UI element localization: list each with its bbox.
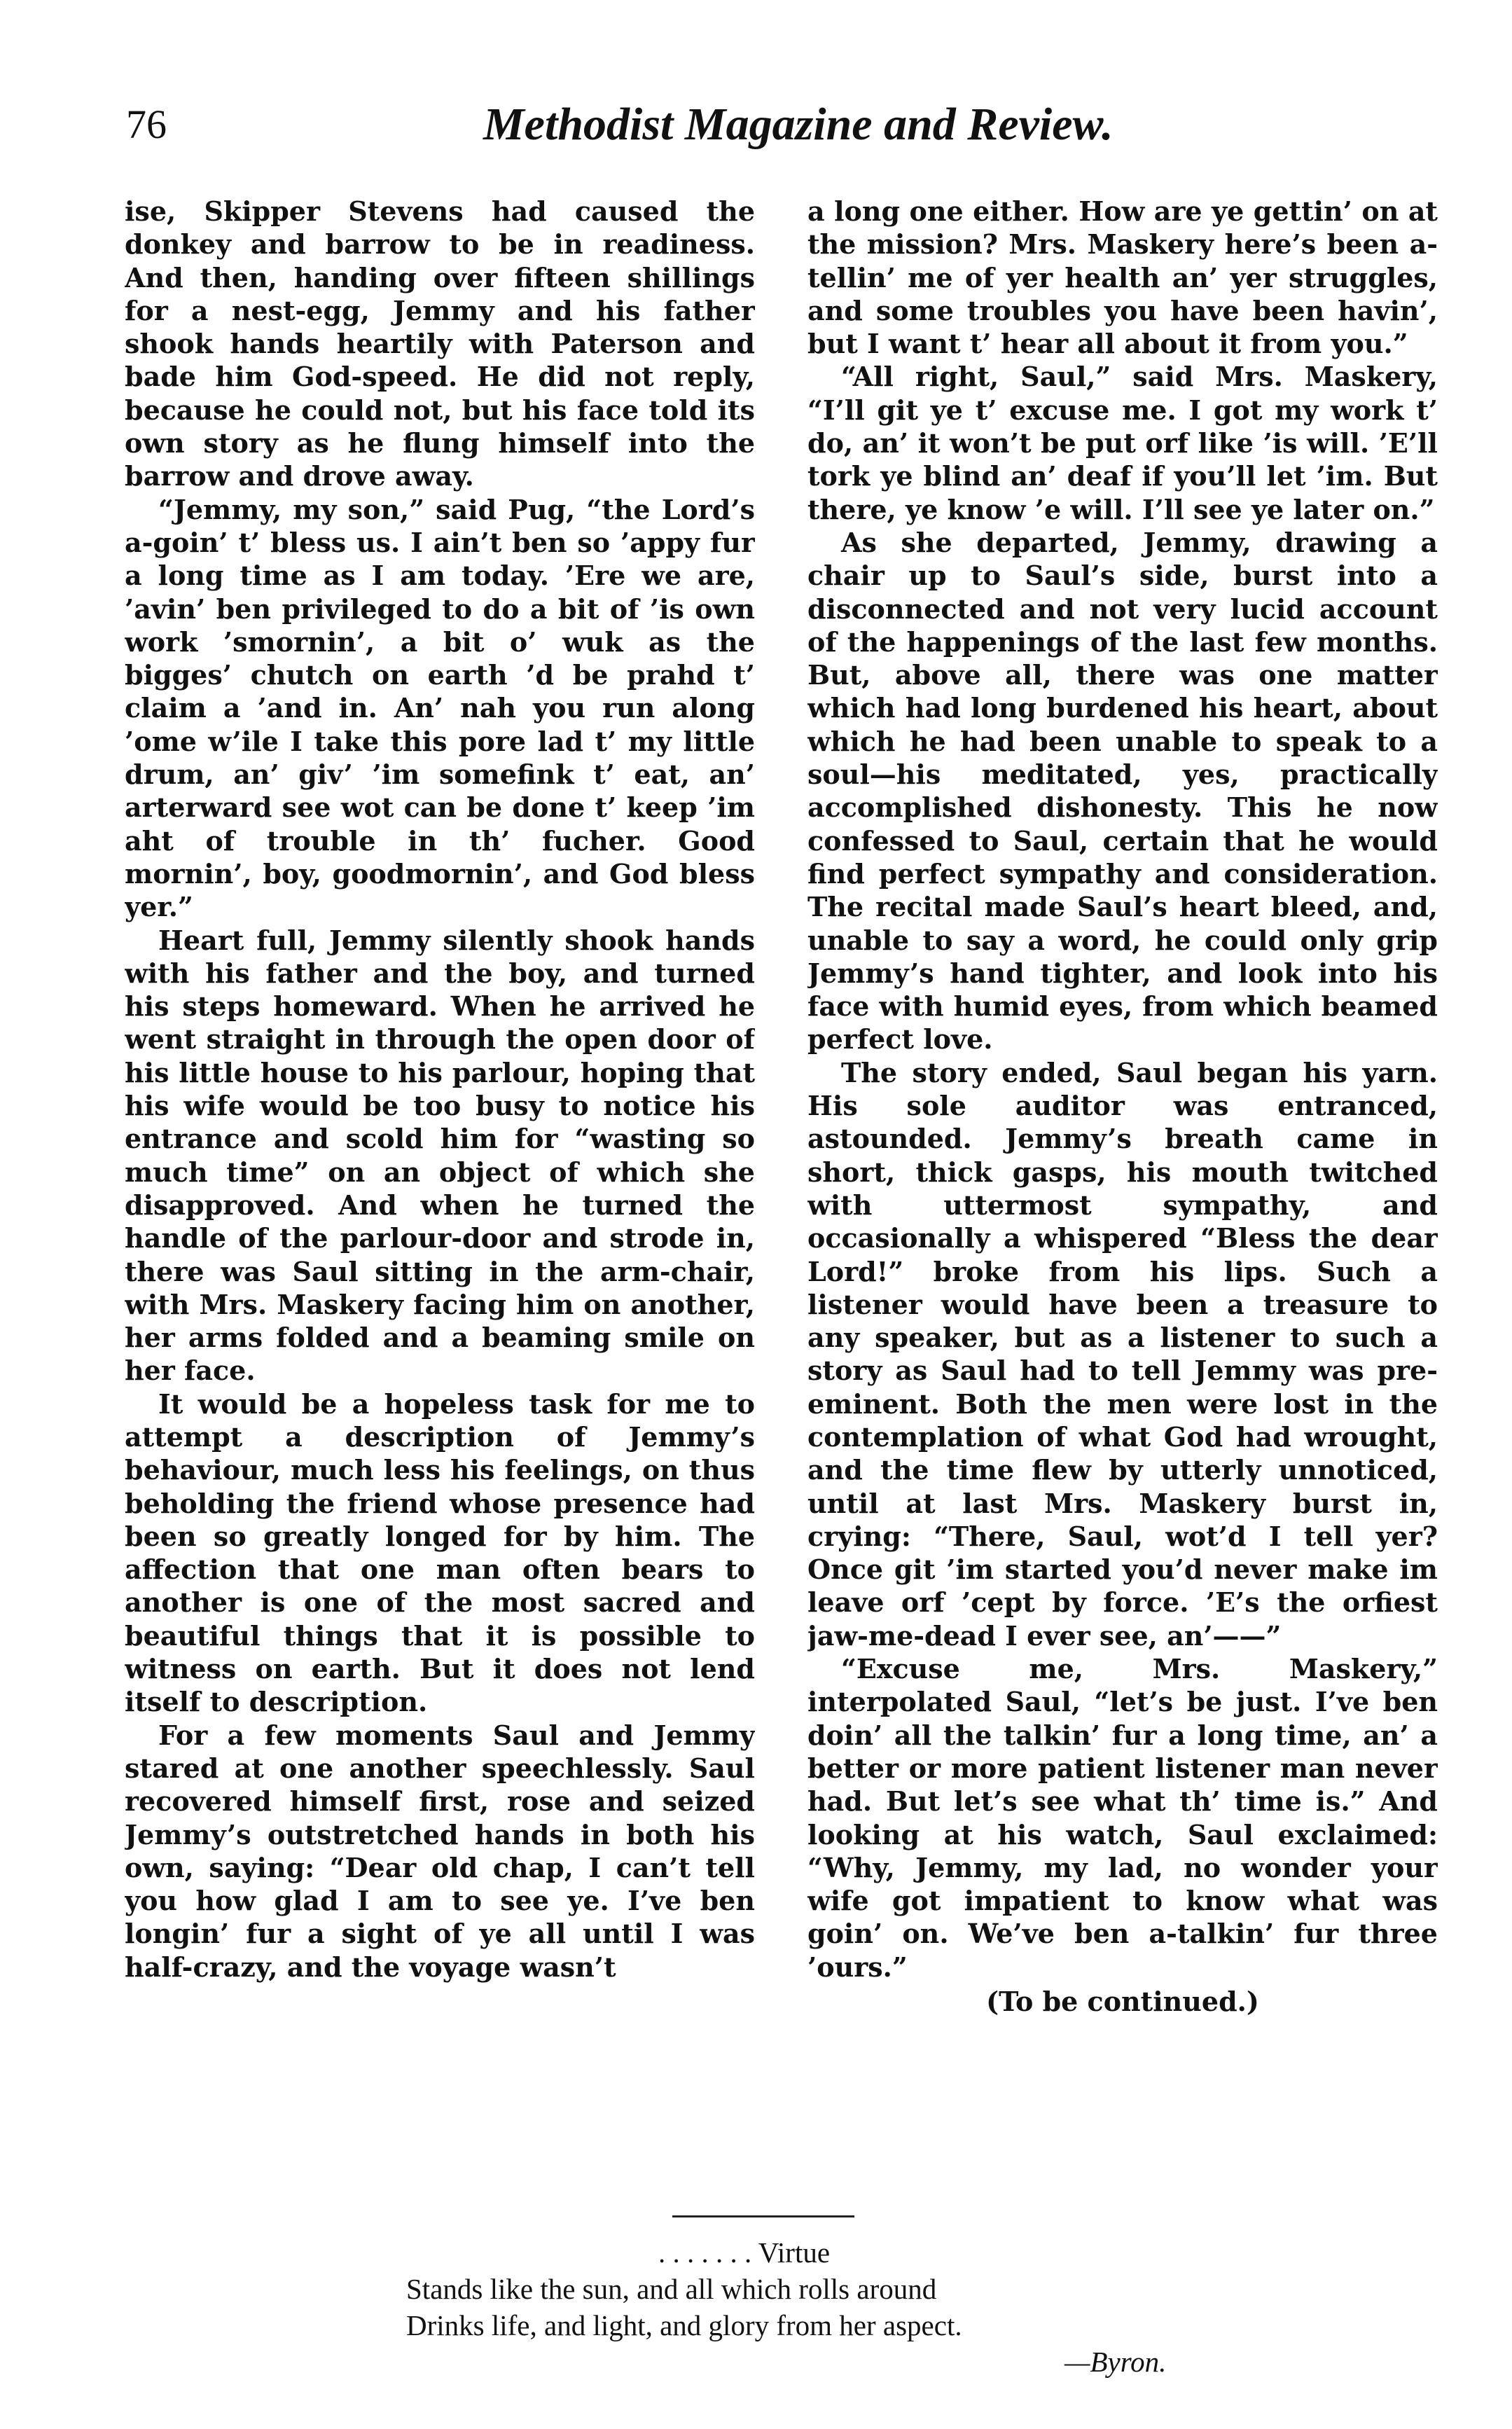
closing-epigraph	[392, 2234, 1219, 2380]
epigraph-line: . . . . . . . Virtue	[658, 2236, 831, 2269]
section-divider	[672, 2215, 854, 2217]
to-be-continued-note: (To be continued.)	[986, 1986, 1259, 2018]
page-number: 76	[126, 102, 167, 147]
right-column	[807, 195, 1438, 2198]
epigraph-line: Drinks life, and light, and glory from her aspect.	[406, 2309, 962, 2341]
paragraph: It would be a hopeless task for me to attempt a description of Jemmy’s behaviour, much less his feelings, on thus beholding the friend whose presence had been so greatly longed for by him. The affection that one man often bears to another is one of the most sacred and beautiful things that it is possible to witness on earth. But it does not lend itself to description.	[125, 1387, 755, 1718]
paragraph: For a few moments Saul and Jemmy stared at one another speechlessly. Saul recovered himself first, rose and seized Jemmy’s outstretched hands in both his own, saying: “Dear old chap, I can’t tell you how glad I am to see ye. I’ve ben longin’ fur a sight of ye all until I was half-crazy, and the voyage wasn’t	[125, 1719, 755, 1983]
epigraph-line: Stands like the sun, and all which rolls around	[406, 2273, 937, 2305]
running-title: Methodist Magazine and Review.	[483, 99, 1114, 150]
page-header	[0, 97, 1512, 160]
paragraph: “Jemmy, my son,” said Pug, “the Lord’s a-goin’ t’ bless us. I ain’t ben so ’appy fur a long time as I am today. ’Ere we are, ’avin’ ben privileged to do a bit of ’is own work ’smornin’, a bit o’ wuk as the bigges’ chutch on earth ’d be prahd t’ claim a ’and in. An’ nah you run along ’ome w’ile I take this pore lad t’ my little drum, an’ giv’ ’im somefink t’ eat, an’ arterward see wot can be done t’ keep ’im aht of trouble in th’ fucher. Good mornin’, boy, goodmornin’, and God bless yer.”	[125, 493, 755, 923]
paragraph: ise, Skipper Stevens had caused the donkey and barrow to be in readiness. And then, handing over fifteen shillings for a nest-egg, Jemmy and his father shook hands heartily with Paterson and bade him God-speed. He did not reply, because he could not, but his face told its own story as he flung himself into the barrow and drove away.	[125, 195, 755, 492]
left-column	[125, 195, 755, 2198]
paragraph: “Excuse me, Mrs. Maskery,” interpolated Saul, “let’s be just. I’ve ben doin’ all the talkin’ fur a long time, an’ a better or more patient listener man never had. But let’s see what th’ time is.” And looking at his watch, Saul exclaimed: “Why, Jemmy, my lad, no wonder your wife got impatient to know what was goin’ on. We’ve ben a-talkin’ fur three ’ours.”	[807, 1653, 1438, 1983]
paragraph: “All right, Saul,” said Mrs. Maskery, “I’ll git ye t’ excuse me. I got my work t’ do, an’ it won’t be put orf like ’is will. ’E’ll tork ye blind an’ deaf if you’ll let ’im. But there, ye know ’e will. I’ll see ye later on.”	[807, 361, 1438, 525]
paragraph: As she departed, Jemmy, drawing a chair up to Saul’s side, burst into a disconnected and not very lucid account of the happenings of the last few months. But, above all, there was one matter which had long burdened his heart, about which he had been unable to speak to a soul—his meditated, yes, practically accomplished dishonesty. This he now confessed to Saul, certain that he would find perfect sympathy and consideration. The recital made Saul’s heart bleed, and, unable to say a word, he could only grip Jemmy’s hand tighter, and look into his face with humid eyes, from which beamed perfect love.	[807, 526, 1438, 1056]
paragraph: a long one either. How are ye gettin’ on at the mission? Mrs. Maskery here’s been a-tellin’ me of yer health an’ yer struggles, and some troubles you have been havin’, but I want t’ hear all about it from you.”	[807, 195, 1438, 360]
paragraph: Heart full, Jemmy silently shook hands with his father and the boy, and turned his steps homeward. When he arrived he went straight in through the open door of his little house to his parlour, hoping that his wife would be too busy to notice his entrance and scold him for “wasting so much time” on an object of which she disapproved. And when he turned the handle of the parlour-door and strode in, there was Saul sitting in the arm-chair, with Mrs. Maskery facing him on another, her arms folded and a beaming smile on her face.	[125, 924, 755, 1387]
paragraph: The story ended, Saul began his yarn. His sole auditor was entranced, astounded. Jemmy’s breath came in short, thick gasps, his mouth twitched with uttermost sympathy, and occasionally a whispered “Bless the dear Lord!” broke from his lips. Such a listener would have been a treasure to any speaker, but as a listener to such a story as Saul had to tell Jemmy was pre-eminent. Both the men were lost in the contemplation of what God had wrought, and the time flew by utterly unnoticed, until at last Mrs. Maskery burst in, crying: “There, Saul, wot’d I tell yer? Once git ’im started you’d never make im leave orf ’cept by force. ’E’s the orfiest jaw-me-dead I ever see, an’——”	[807, 1056, 1438, 1652]
epigraph-attribution: —Byron.	[1064, 2346, 1167, 2378]
